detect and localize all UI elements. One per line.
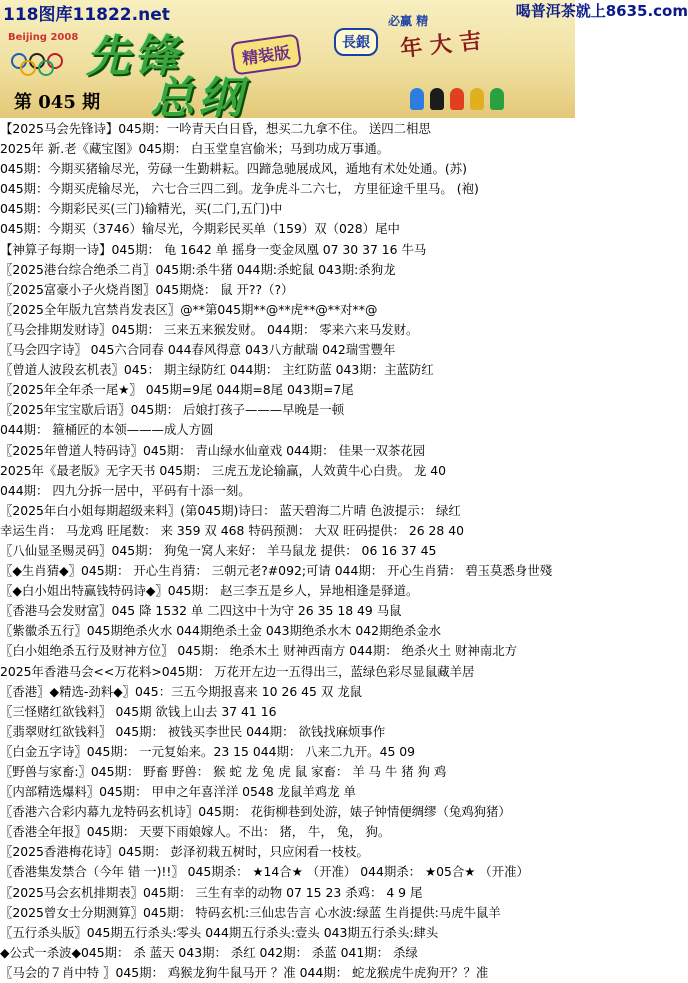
ad-calligraphy: 年 大 吉 bbox=[399, 27, 483, 63]
text-line: ◆公式一杀波◆045期： 杀 蓝天 043期： 杀红 042期： 杀蓝 041期： 杀绿 bbox=[0, 944, 418, 960]
text-line: 〖马会的７肖中特 〗045期： 鸡猴龙狗牛鼠马开 ？准 044期： 蛇龙猴虎牛虎狗开？？准 bbox=[0, 964, 489, 980]
banner-title-bottom: 总纲 bbox=[150, 73, 246, 118]
text-line: 〖紫徽杀五行〗045期绝杀火水 044期绝杀土金 043期绝杀水木 042期绝杀金水 bbox=[0, 623, 441, 639]
mascot-icon bbox=[470, 88, 484, 110]
text-line: 〖白小姐绝杀五行及财神方位〗 045期： 绝杀木土 财神西南方 044期： 绝杀火土 财神南北方 bbox=[0, 643, 517, 659]
text-line: 044期： 箍桶匠的本领———成人方圆 bbox=[0, 422, 214, 438]
edition-badge: 精装版 bbox=[230, 33, 302, 75]
text-line: 〖八仙显圣赐灵码〗045期： 狗兔一窝人来好： 羊马鼠龙 提供： 06 16 37 45 bbox=[0, 542, 437, 558]
ad-top-text: 必赢 精 bbox=[388, 14, 429, 28]
olympic-rings-icon bbox=[10, 52, 66, 78]
text-line: 〖2025富豪小子火烧肖图〗045期烧： 鼠 开??（?） bbox=[0, 281, 294, 297]
site-name-right[interactable]: 喝普洱茶就上8635.com bbox=[515, 2, 688, 20]
text-line: 044期： 四九分拆一居中，平码有十添一刻。 bbox=[0, 482, 251, 498]
text-line: 2025年《最老版》无字天书 045期： 三虎五龙论输赢，人效黄牛心白贵。 龙 40 bbox=[0, 462, 447, 478]
text-line: 〖2025年曾道人特码诗〗045期： 青山绿水仙童戏 044期： 佳果一双茶花园 bbox=[0, 442, 426, 458]
text-line: 〖翡翠财红欲钱料〗 045期： 被钱买李世民 044期： 欲钱找麻烦事作 bbox=[0, 723, 386, 739]
text-line: 〖◆白小姐出特赢钱特码诗◆〗045期： 赵三李五是乡人，异地相逢是驿道。 bbox=[0, 583, 419, 599]
text-line: 2025年 新.老《藏宝图》045期： 白玉堂皇宫偷米；马到功成万事通。 bbox=[0, 141, 390, 157]
text-line: 〖2025全年版九宫禁肖发表区〗@**第045期**@**虎**@**对**@ bbox=[0, 301, 378, 317]
text-line: 〖曾道人波段玄机表〗045： 期主绿防红 044期： 主红防蓝 043期：主蓝防红 bbox=[0, 362, 434, 378]
site-name-left[interactable]: 118图库11822.net bbox=[3, 5, 170, 25]
text-line: 〖三怪赌红欲钱料〗 045期 欲钱上山去 37 41 16 bbox=[0, 703, 277, 719]
text-line: 045期：今期买（3746）输尽光，今期彩民买单（159）双（028）尾中 bbox=[0, 221, 400, 237]
mascot-icon bbox=[450, 88, 464, 110]
text-line: 〖2025年全年杀一尾★〗 045期=9尾 044期=8尾 043期=7尾 bbox=[0, 382, 354, 398]
banner-title-top: 先锋 bbox=[86, 31, 182, 82]
text-line: 〖五行杀头版〗045期五行杀头:零头 044期五行杀头:壹头 043期五行杀头:肆头 bbox=[0, 924, 439, 940]
text-line: 〖马会四字诗〗 045六合同春 044春风得意 043八方献瑞 042瑞雪豐年 bbox=[0, 342, 396, 358]
text-line: 2025年香港马会<<万花料>045期： 万花开左边一五得出三，蓝绿色彩尽显鼠藏羊居 bbox=[0, 663, 475, 679]
text-line: 〖2025年宝宝歇后语〗045期： 后娘打孩子———早晚是一顿 bbox=[0, 402, 345, 418]
text-line: 〖香港集发禁合（今年 错 一)!!〗 045期杀： ★14合★ （开准） 044期杀： ★05合★ （开准） bbox=[0, 864, 529, 880]
advertisement-graphic[interactable] bbox=[330, 14, 562, 110]
text-line: 〖内部精选爆料〗045期： 甲申之年喜洋洋 0548 龙鼠羊鸡龙 单 bbox=[0, 784, 356, 800]
text-line: 〖香港六合彩内幕九龙特码玄机诗〗045期： 花街柳巷到处游，婊子钟情便绸缪（兔鸡狗猪） bbox=[0, 804, 511, 820]
beijing-logo-text: Beijing 2008 bbox=[8, 32, 79, 43]
text-line: 〖白金五字诗〗045期： 一元复始来。23 15 044期： 八来二九开。45 09 bbox=[0, 743, 416, 759]
text-line: 〖◆生肖猜◆〗045期： 开心生肖猜： 三朝元老?#092;可请 044期： 开心生肖猜： 碧玉莫悉身世殘 bbox=[0, 563, 553, 579]
mascot-icon bbox=[410, 88, 424, 110]
mascot-icon bbox=[430, 88, 444, 110]
text-line: 【2025马会先锋诗】045期：一吟青天白日昏，想买二九拿不住。 送四二相思 bbox=[0, 121, 431, 136]
text-line: 〖香港全年报〗045期： 天要下雨娘嫁人。不出： 猪， 牛， 兔， 狗。 bbox=[0, 824, 391, 840]
text-line: 幸运生肖： 马龙鸡 旺尾数： 来 359 双 468 特码预测： 大双 旺码提供： 26 28 40 bbox=[0, 522, 465, 538]
text-line: 〖2025年白小姐每期超级来料〗(第045期)诗曰： 蓝天碧海二片晴 色波提示： 绿红 bbox=[0, 502, 461, 518]
text-line: 〖香港〗◆精选-劲料◆〗045：三五今期报喜来 10 26 45 双 龙鼠 bbox=[0, 683, 362, 699]
issue-number: 第 045 期 bbox=[14, 92, 101, 113]
text-line: 〖马会排期发财诗〗045期： 三来五来猴发财。 044期： 零来六来马发财。 bbox=[0, 321, 419, 337]
text-line: 【神算子每期一诗】045期： 龟 1642 单 摇身一变金凤凰 07 30 37 16 牛马 bbox=[0, 241, 427, 257]
text-line: 045期：今期彩民买(三门)输精光，买(二门,五门)中 bbox=[0, 201, 283, 217]
mascot-icon bbox=[490, 88, 504, 110]
text-line: 045期：今期买虎输尽光， 六七合三四二到。龙争虎斗二六七， 方里征途千里马。 (袍) bbox=[0, 181, 479, 197]
text-line: 〖香港马会发财富〗045 降 1532 单 二四这中十为守 26 35 18 49 马鼠 bbox=[0, 603, 402, 619]
text-line: 〖2025马会玄机排期表〗045期： 三生有幸的动物 07 15 23 杀鸡： 4 9 尾 bbox=[0, 884, 423, 900]
text-line: 〖2025曾女士分期测算〗045期： 特码玄机:三仙忠告言 心水波:绿蓝 生肖提供:马虎牛鼠羊 bbox=[0, 904, 501, 920]
content-lines bbox=[0, 119, 688, 983]
ad-tag: 長銀 bbox=[334, 28, 378, 56]
text-line: 〖2025港台综合绝杀二肖〗045期:杀牛猪 044期:杀蛇鼠 043期:杀狗龙 bbox=[0, 261, 396, 277]
text-line: 045期：今期买猪输尽光，劳碌一生勤耕耘。四蹄急驰展成风，遁地有术处处通。(苏) bbox=[0, 161, 467, 177]
text-line: 〖野兽与家畜:〗045期： 野畜 野兽： 猴 蛇 龙 兔 虎 鼠 家畜： 羊 马 牛 猪 狗 鸡 bbox=[0, 764, 447, 779]
text-line: 〖2025香港梅花诗〗045期： 彭泽初栽五树时，只应闲看一枝枝。 bbox=[0, 844, 369, 860]
